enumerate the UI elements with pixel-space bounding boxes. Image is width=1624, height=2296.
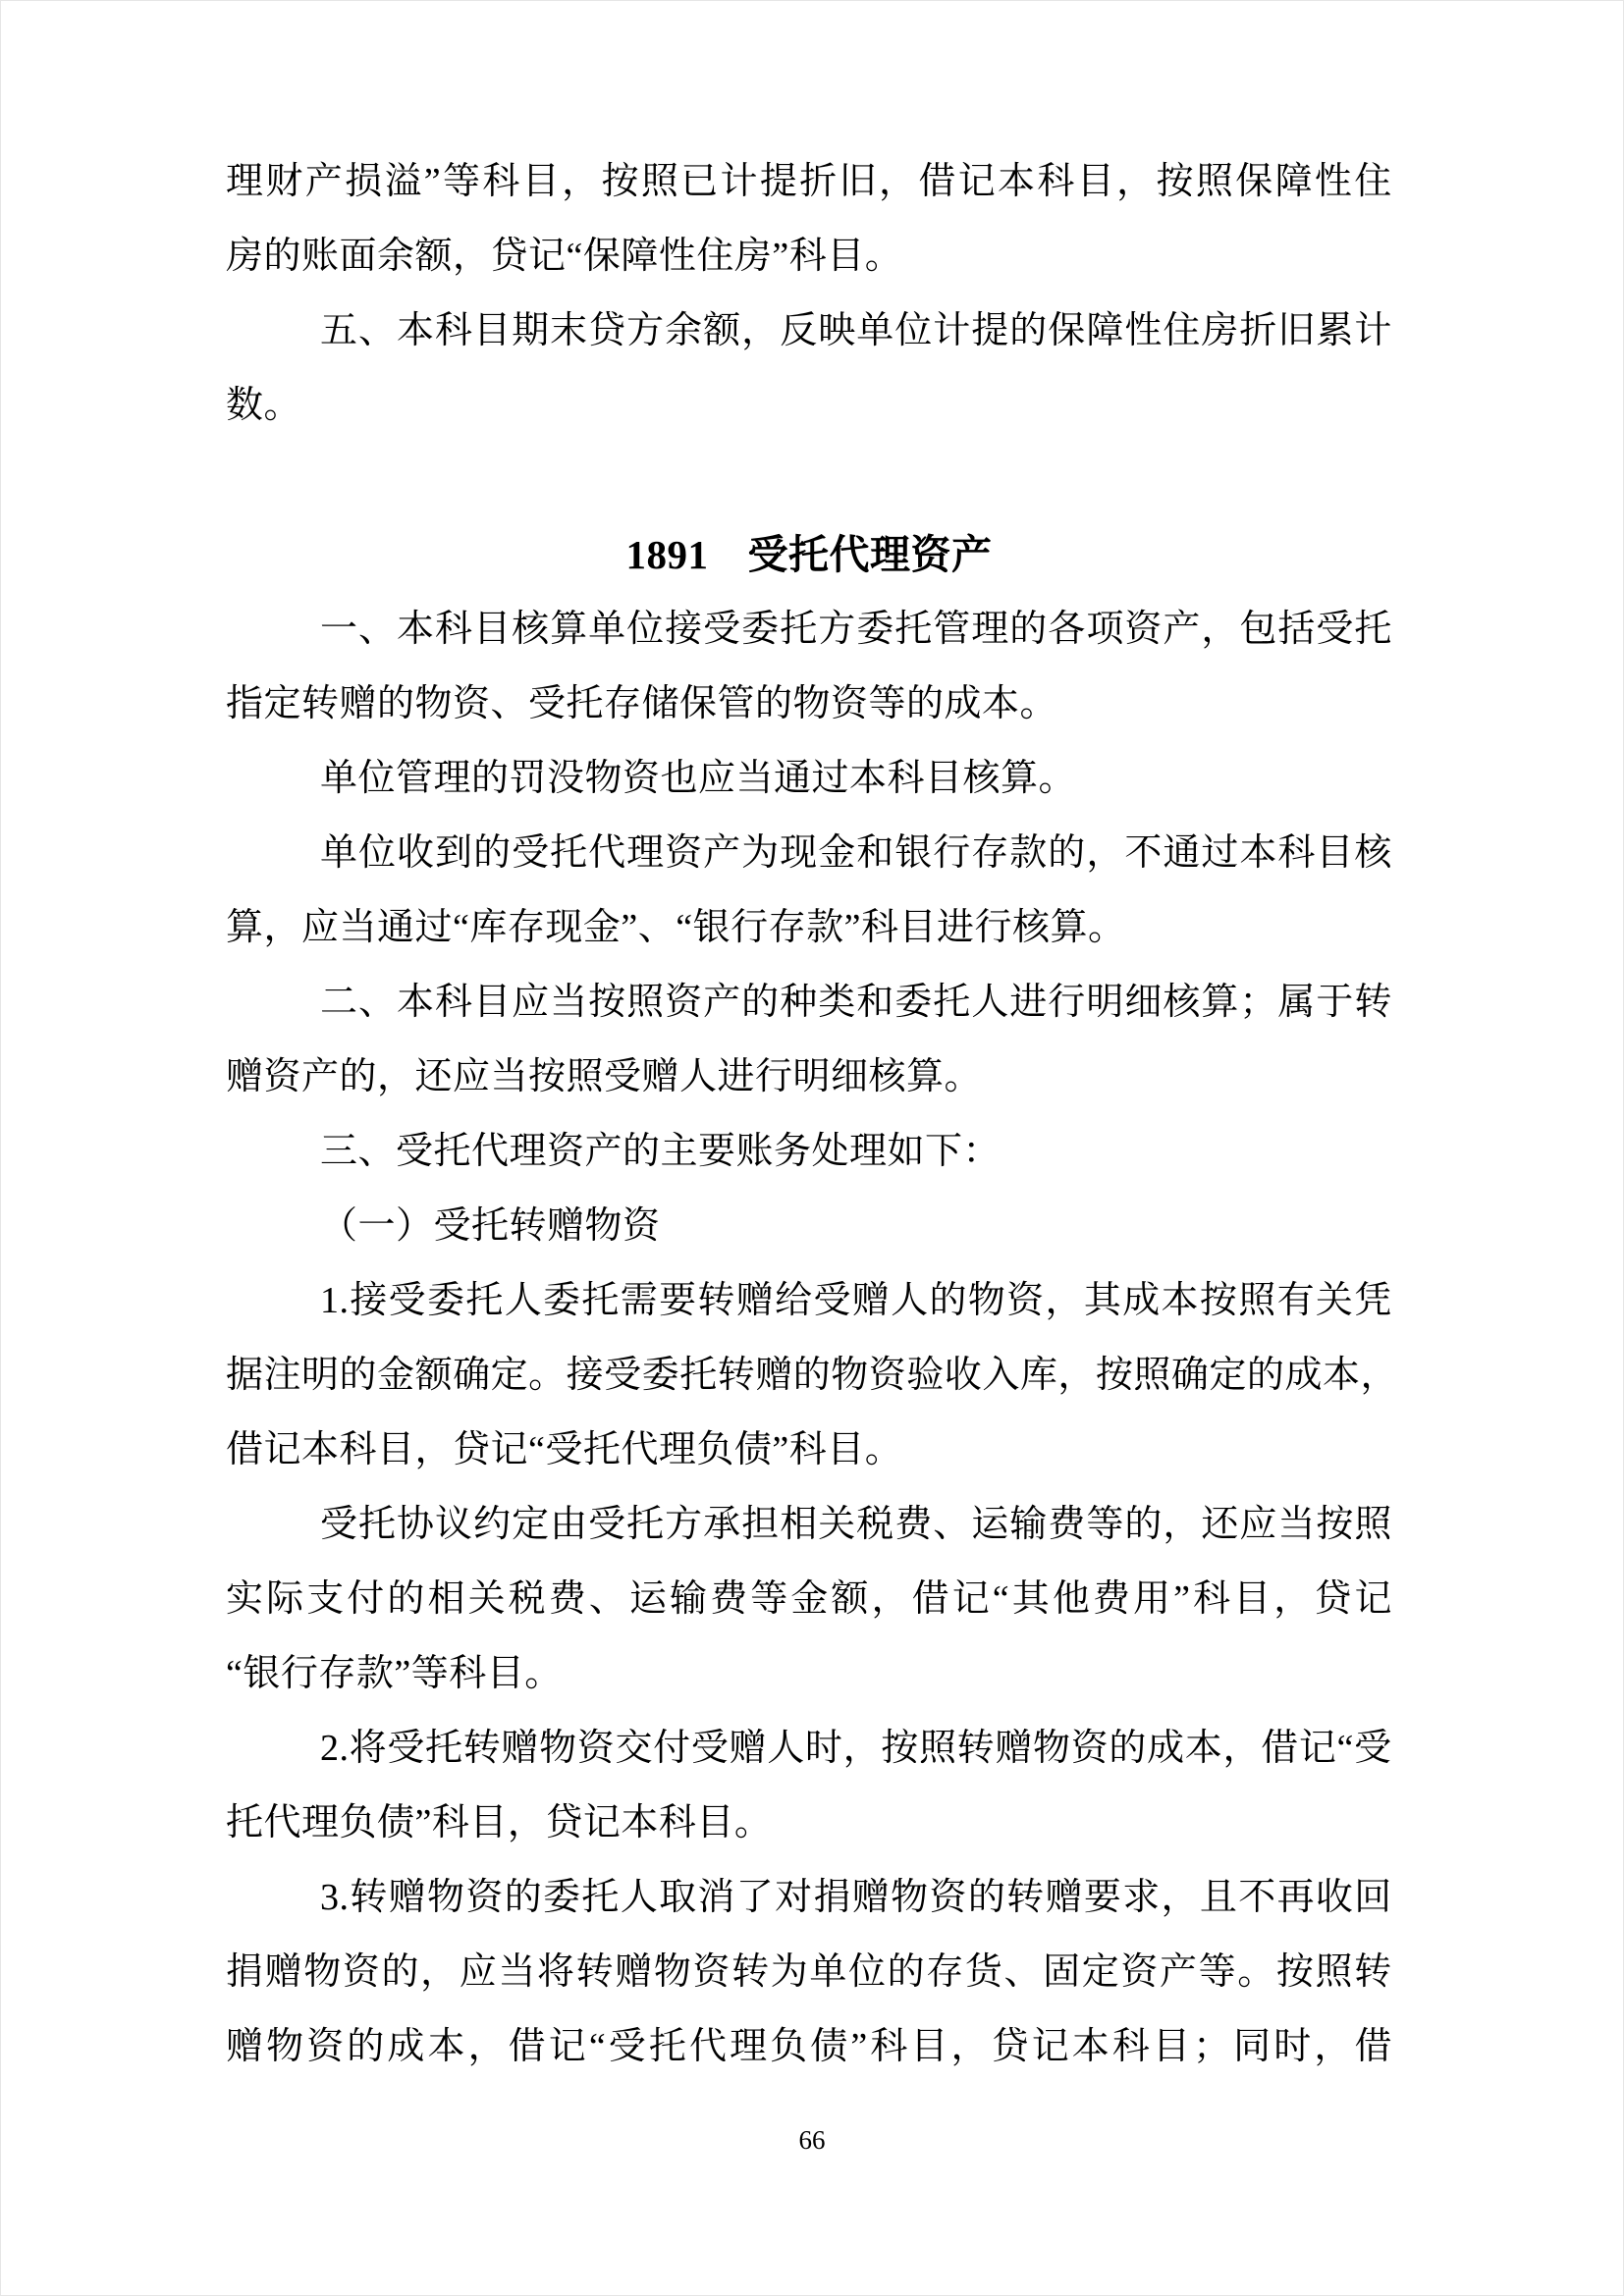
text-line: 单 位 收 到 的 受 托 代 理 资 产 为 现 金 和 银 行 存 款 的 ， 不 通 过 本 科 目 核 bbox=[320, 832, 1392, 874]
text-line: （一）受托转赠物资 bbox=[320, 1205, 661, 1247]
text-line: 捐 赠 物 资 的 ， 应 当 将 转 赠 物 资 转 为 单 位 的 存 货 、 固 定 资 产 等 。 按 照 转 bbox=[226, 1951, 1392, 1993]
paragraph-lines-body bbox=[226, 592, 1398, 2084]
text-line: 理 财 产 损 溢 ” 等 科 目 ， 按 照 已 计 提 折 旧 ， 借 记 本 科 目 ， 按 照 保 障 性 住 bbox=[226, 161, 1392, 202]
text-line: 一 、 本 科 目 核 算 单 位 接 受 委 托 方 委 托 管 理 的 各 项 资 产 ， 包 括 受 托 bbox=[320, 609, 1392, 650]
text-line: 赠资产的，还应当按照受赠人进行明细核算。 bbox=[226, 1056, 983, 1097]
section-heading-code: 1891 bbox=[625, 532, 709, 577]
section-heading-title: 受托代理资产 bbox=[747, 532, 993, 577]
text-line: 二 、 本 科 目 应 当 按 照 资 产 的 种 类 和 委 托 人 进 行 明 细 核 算 ； 属 于 转 bbox=[320, 982, 1392, 1023]
text-line: 2. 将 受 托 转 赠 物 资 交 付 受 赠 人 时 ， 按 照 转 赠 物 资 的 成 本 ， 借 记 “ 受 bbox=[320, 1728, 1392, 1769]
blank-line bbox=[226, 443, 1392, 517]
text-line: 单位管理的罚没物资也应当通过本科目核算。 bbox=[320, 758, 1077, 799]
text-block bbox=[226, 144, 1398, 2084]
text-line: 受 托 协 议 约 定 由 受 托 方 承 担 相 关 税 费 、 运 输 费 等 的 ， 还 应 当 按 照 bbox=[320, 1504, 1392, 1545]
page-number: 66 bbox=[798, 2125, 826, 2155]
text-line: 托代理负债”科目，贷记本科目。 bbox=[226, 1802, 773, 1843]
text-line: “银行存款”等科目。 bbox=[226, 1653, 563, 1694]
paragraph-lines-top bbox=[226, 144, 1392, 517]
text-line: 房的账面余额，贷记“保障性住房”科目。 bbox=[226, 236, 903, 277]
text-line: 指定转赠的物资、受托存储保管的物资等的成本。 bbox=[226, 683, 1058, 724]
text-line: 据 注 明 的 金 额 确 定 。 接 受 委 托 转 赠 的 物 资 验 收 入 库 ， 按 照 确 定 的 成 本 ， bbox=[226, 1355, 1398, 1396]
text-line: 三、受托代理资产的主要账务处理如下： bbox=[320, 1131, 1001, 1172]
text-line: 借记本科目，贷记“受托代理负债”科目。 bbox=[226, 1429, 903, 1470]
text-line: 数。 bbox=[226, 385, 302, 426]
text-line: 3. 转 赠 物 资 的 委 托 人 取 消 了 对 捐 赠 物 资 的 转 赠 要 求 ， 且 不 再 收 回 bbox=[320, 1877, 1392, 1918]
text-line: 五 、 本 科 目 期 末 贷 方 余 额 ， 反 映 单 位 计 提 的 保 障 性 住 房 折 旧 累 计 bbox=[320, 310, 1392, 351]
text-line: 1. 接 受 委 托 人 委 托 需 要 转 赠 给 受 赠 人 的 物 资 ， 其 成 本 按 照 有 关 凭 bbox=[320, 1280, 1392, 1321]
text-line: 算，应当通过“库存现金”、“银行存款”科目进行核算。 bbox=[226, 907, 1126, 948]
page-footer bbox=[0, 2120, 1624, 2160]
text-line: 赠 物 资 的 成 本 ， 借 记 “ 受 托 代 理 负 债 ” 科 目 ， 贷 记 本 科 目 ； 同 时 ， 借 bbox=[226, 2026, 1392, 2067]
text-line: 实 际 支 付 的 相 关 税 费 、 运 输 费 等 金 额 ， 借 记 “ 其 他 费 用 ” 科 目 ， 贷 记 bbox=[226, 1578, 1392, 1620]
section-heading bbox=[226, 517, 1392, 592]
